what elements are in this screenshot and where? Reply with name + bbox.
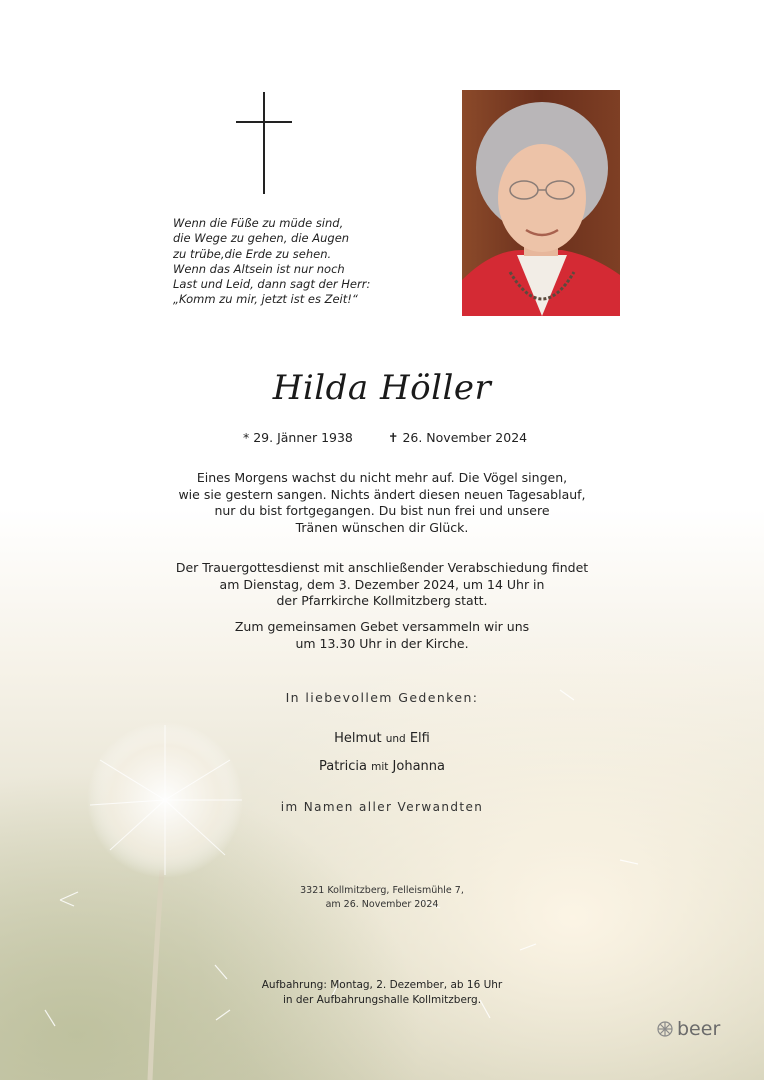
- poem: [173, 216, 433, 308]
- text-line: in der Aufbahrungshalle Kollmitzberg.: [282, 994, 482, 1006]
- text-line: wie sie gestern sangen. Nichts ändert diesen neuen Tagesablauf,: [178, 486, 586, 502]
- viewing-info: [0, 978, 764, 1008]
- family-line: [0, 731, 764, 746]
- portrait-photo: [462, 90, 620, 316]
- death-date: ✝ 26. November 2024: [388, 430, 528, 445]
- beer-logo: [655, 1018, 720, 1040]
- relatives-line: im Namen aller Verwandten: [280, 800, 484, 814]
- logo-text: beer: [677, 1018, 721, 1040]
- address-line: 3321 Kollmitzberg, Felleismühle 7,: [300, 885, 464, 896]
- poem-line: die Wege zu gehen, die Augen: [173, 231, 350, 246]
- cross-icon: [236, 92, 292, 194]
- text-line: Der Trauergottesdienst mit anschließender Verabschiedung findet: [175, 560, 589, 575]
- text-line: um 13.30 Uhr in der Kirche.: [295, 635, 469, 651]
- text-line: nur du bist fortgegangen. Du bist nun frei und unsere: [214, 503, 550, 518]
- text-line: Eines Morgens wachst du nicht mehr auf. Die Vögel singen,: [196, 470, 568, 485]
- family-line: [0, 759, 764, 774]
- family-name: Elfi: [409, 731, 430, 746]
- text-line: Aufbahrung: Montag, 2. Dezember, ab 16 Uhr: [261, 979, 503, 991]
- text-line: Tränen wünschen dir Glück.: [295, 519, 469, 535]
- birth-date: * 29. Jänner 1938: [243, 430, 353, 445]
- remembrance-heading: In liebevollem Gedenken:: [285, 690, 479, 705]
- deceased-name: Hilda Höller: [272, 368, 492, 408]
- dandelion-logo-icon: [655, 1019, 675, 1039]
- text-line: Zum gemeinsamen Gebet versammeln wir uns: [234, 619, 530, 634]
- poem-line: Last und Leid, dann sagt der Herr:: [173, 277, 371, 292]
- poem-line: Wenn die Füße zu müde sind,: [173, 216, 344, 230]
- poem-line: Wenn das Altsein ist nur noch: [173, 261, 345, 276]
- poem-line: zu trübe,die Erde zu sehen.: [173, 246, 332, 261]
- family-name: Patricia: [318, 759, 367, 774]
- family-name: Johanna: [392, 759, 445, 774]
- prayer-info: [0, 619, 764, 652]
- family-conjunction: und: [385, 733, 406, 745]
- family-conjunction: mit: [371, 761, 389, 773]
- address: [0, 884, 764, 912]
- service-info: [0, 560, 764, 610]
- poem-line: „Komm zu mir, jetzt ist es Zeit!“: [173, 292, 358, 307]
- farewell-text: [0, 470, 764, 536]
- address-date: am 26. November 2024: [325, 899, 439, 910]
- text-line: am Dienstag, dem 3. Dezember 2024, um 14 Uhr in: [219, 576, 545, 592]
- family-name: Helmut: [334, 731, 382, 746]
- text-line: der Pfarrkirche Kollmitzberg statt.: [276, 593, 488, 608]
